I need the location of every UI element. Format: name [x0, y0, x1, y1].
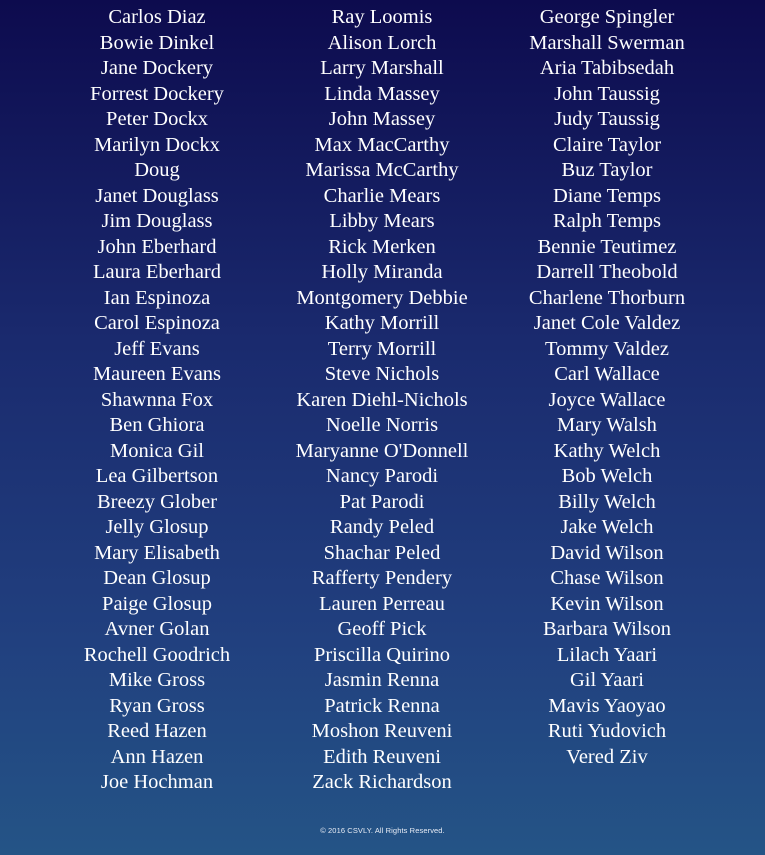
names-column-3 — [482, 5, 732, 770]
credit-name: Bob Welch — [561, 465, 653, 487]
names-column-1 — [32, 5, 282, 796]
credit-name: Joe Hochman — [100, 771, 214, 793]
credit-name: Carl Wallace — [554, 363, 660, 385]
credit-name: Rick Merken — [328, 235, 436, 258]
credit-name: Buz Taylor — [561, 159, 653, 181]
credit-name: John Eberhard — [97, 235, 217, 258]
credit-name: Darrell Theobold — [536, 261, 678, 283]
credit-name: Libby Mears — [329, 210, 435, 232]
credit-name: Ruti Yudovich — [547, 720, 667, 742]
credit-name: David Wilson — [550, 541, 664, 564]
credit-name: Joyce Wallace — [548, 388, 666, 411]
credit-name: Ian Espinoza — [103, 286, 211, 309]
credit-name: Tommy Valdez — [544, 337, 669, 360]
credit-name: Geoff Pick — [337, 618, 427, 640]
credit-name: Charlie Mears — [323, 184, 441, 207]
credit-name: Kathy Welch — [553, 439, 661, 462]
credit-name: Ray Loomis — [331, 6, 433, 28]
credit-name: Bowie Dinkel — [99, 31, 215, 54]
credit-name: Rochell Goodrich — [83, 643, 231, 666]
credit-name: Marissa McCarthy — [305, 159, 459, 181]
credit-name: Ben Ghiora — [109, 414, 205, 436]
credit-name: Kathy Morrill — [324, 312, 440, 334]
credit-name: Mike Gross — [108, 669, 206, 691]
credit-name: Carlos Diaz — [108, 6, 206, 28]
credit-name: Barbara Wilson — [542, 618, 672, 640]
credit-name: Shawnna Fox — [100, 388, 214, 411]
credit-name: Marshall Swerman — [529, 31, 685, 54]
credit-name: Lilach Yaari — [556, 643, 658, 666]
credit-name: Monica Gil — [110, 439, 204, 462]
credit-name: Marilyn Dockx — [94, 133, 220, 156]
credit-name: Steve Nichols — [324, 363, 440, 385]
credit-name: Reed Hazen — [107, 720, 207, 742]
credit-name: Lea Gilbertson — [95, 465, 219, 487]
credit-name: Jeff Evans — [114, 337, 200, 360]
credit-name: Peter Dockx — [106, 108, 208, 130]
credit-name: Ann Hazen — [110, 745, 204, 768]
credit-name: Edith Reuveni — [323, 745, 441, 768]
credit-name: Jasmin Renna — [324, 669, 440, 691]
credit-name: Ryan Gross — [109, 694, 205, 717]
credits-name-list — [0, 5, 765, 800]
credit-name: John Massey — [328, 108, 436, 130]
credit-name: Larry Marshall — [320, 57, 444, 79]
credit-name: Linda Massey — [324, 82, 440, 105]
copyright-footer: © 2016 CSVLY. All Rights Reserved. — [320, 826, 445, 835]
credit-name: Aria Tabibsedah — [539, 57, 675, 79]
credit-name: Gil Yaari — [569, 669, 645, 691]
credit-name: Mary Elisabeth — [94, 541, 220, 564]
credit-name: Jim Douglass — [101, 210, 213, 232]
credit-name: Laura Eberhard — [92, 261, 222, 283]
credit-name: Kevin Wilson — [550, 592, 664, 615]
credit-name: Ralph Temps — [552, 210, 662, 232]
credit-name: Noelle Norris — [325, 414, 439, 436]
credit-name: Dean Glosup — [103, 567, 211, 589]
credit-name: George Spingler — [539, 6, 675, 28]
credit-name: Maryanne O'Donnell — [295, 439, 469, 462]
credit-name: Lauren Perreau — [319, 592, 445, 615]
credit-name: Judy Taussig — [554, 108, 660, 130]
credit-name: Mavis Yaoyao — [548, 694, 666, 717]
credit-name: Chase Wilson — [550, 567, 664, 589]
credit-name: Bennie Teutimez — [537, 235, 677, 258]
credit-name: Vered Ziv — [566, 745, 648, 768]
credit-name: Patrick Renna — [324, 694, 440, 717]
credit-name: Doug — [134, 159, 180, 181]
credit-name: Terry Morrill — [327, 337, 437, 360]
credit-name: Zack Richardson — [312, 771, 452, 793]
credit-name: Shachar Peled — [323, 541, 441, 564]
credit-name: Jake Welch — [560, 516, 654, 538]
credit-name: Billy Welch — [558, 490, 656, 513]
credit-name: John Taussig — [554, 82, 660, 105]
credit-name: Jelly Glosup — [105, 516, 209, 538]
credit-name: Charlene Thorburn — [528, 286, 686, 309]
credit-name: Maureen Evans — [92, 363, 222, 385]
credit-name: Janet Douglass — [95, 184, 219, 207]
credit-name: Holly Miranda — [321, 261, 443, 283]
credit-name: Montgomery Debbie — [296, 286, 468, 309]
credit-name: Diane Temps — [552, 184, 662, 207]
credit-name: Alison Lorch — [327, 31, 437, 54]
credit-name: Moshon Reuveni — [311, 720, 453, 742]
credit-name: Carol Espinoza — [94, 312, 220, 334]
credit-name: Paige Glosup — [102, 592, 212, 615]
credit-name: Jane Dockery — [100, 57, 214, 79]
credit-name: Max MacCarthy — [314, 133, 450, 156]
credit-name: Janet Cole Valdez — [533, 312, 681, 334]
credit-name: Breezy Glober — [96, 490, 218, 513]
credit-name: Forrest Dockery — [90, 82, 224, 105]
credit-name: Rafferty Pendery — [311, 567, 453, 589]
credit-name: Pat Parodi — [339, 490, 425, 513]
names-column-2 — [257, 5, 507, 796]
credit-name: Randy Peled — [329, 516, 435, 538]
credit-name: Claire Taylor — [552, 133, 662, 156]
credit-name: Mary Walsh — [557, 414, 657, 436]
credit-name: Avner Golan — [104, 618, 210, 640]
credit-name: Priscilla Quirino — [313, 643, 451, 666]
credit-name: Nancy Parodi — [325, 465, 439, 487]
credit-name: Karen Diehl-Nichols — [296, 388, 468, 411]
